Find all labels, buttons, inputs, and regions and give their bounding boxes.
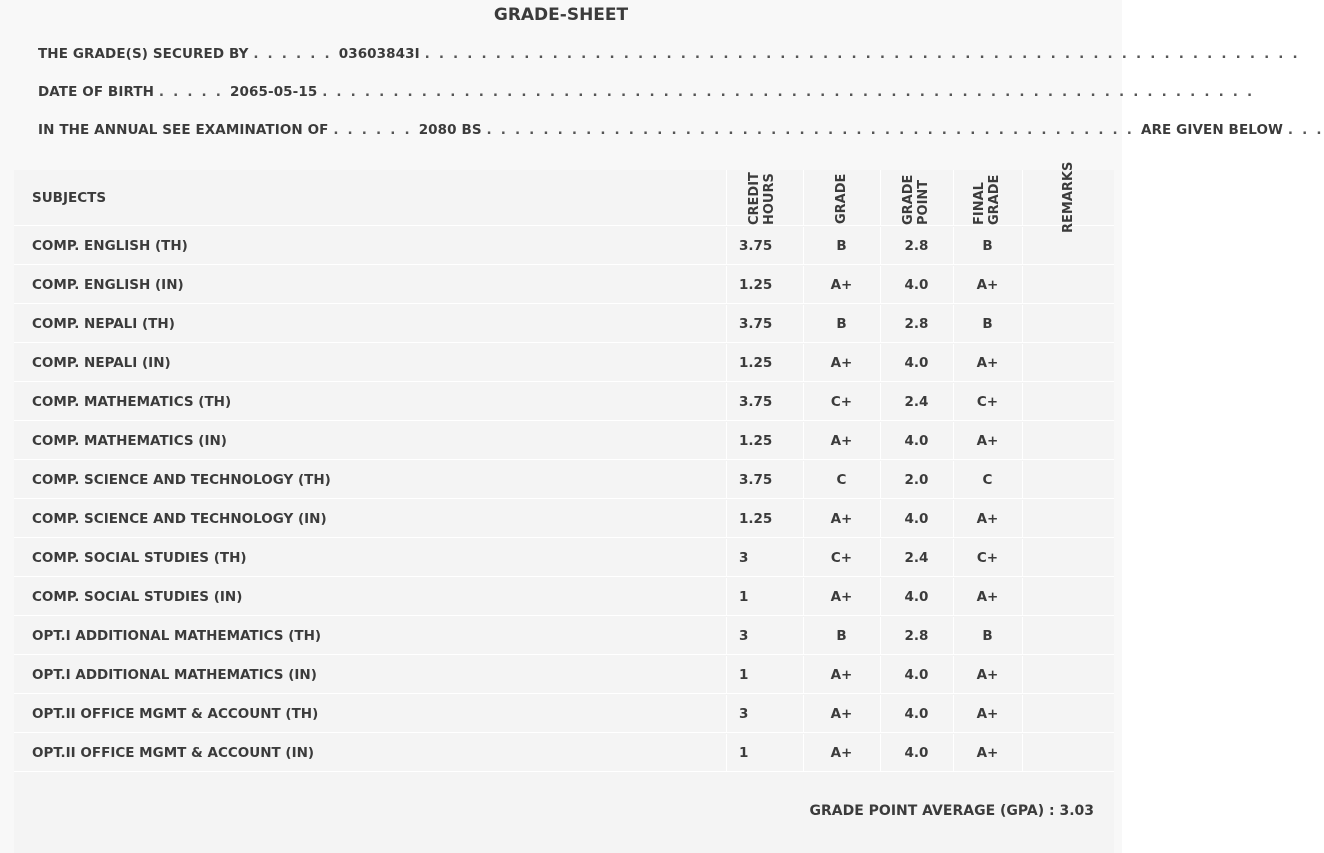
subject-cell: COMP. ENGLISH (TH)	[32, 237, 188, 254]
grade-cell: A+	[803, 578, 879, 615]
credit-hours-cell: 3.75	[726, 383, 802, 420]
grade-point-cell: 4.0	[880, 422, 952, 459]
table-row	[14, 539, 1114, 577]
table-row	[14, 227, 1114, 265]
header-subjects: SUBJECTS	[32, 189, 107, 206]
exam-year: 2080 BS	[418, 122, 482, 138]
page-title: GRADE-SHEET	[493, 5, 629, 25]
grade-cell: B	[803, 617, 879, 654]
grade-point-cell: 4.0	[880, 500, 952, 537]
subject-cell: COMP. ENGLISH (IN)	[32, 276, 184, 293]
final-grade-cell: C+	[953, 539, 1021, 576]
final-grade-cell: A+	[953, 578, 1021, 615]
remarks-cell	[1022, 539, 1114, 576]
dob-value: 2065-05-15	[230, 84, 318, 100]
remarks-cell	[1022, 656, 1114, 693]
subject-cell: OPT.I ADDITIONAL MATHEMATICS (TH)	[32, 627, 322, 644]
subject-cell: OPT.II OFFICE MGMT & ACCOUNT (IN)	[32, 744, 315, 761]
dot-leader: . . . . . . . . . . . . . . . . . . . . . . . . . . . . . . . . . . . . . . . . . . . . . .	[486, 122, 1142, 138]
credit-hours-cell: 3	[726, 539, 802, 576]
credit-hours-cell: 1.25	[726, 422, 802, 459]
grade-point-cell: 2.8	[880, 305, 952, 342]
credit-hours-cell: 1.25	[726, 344, 802, 381]
final-grade-cell: B	[953, 617, 1021, 654]
credit-hours-cell: 3.75	[726, 461, 802, 498]
grades-table	[14, 161, 1114, 853]
credit-hours-cell: 3.75	[726, 227, 802, 264]
table-row	[14, 578, 1114, 616]
table-row	[14, 695, 1114, 733]
dot-leader: . . . . . . . . . . . . . . . . . . . . . . . . . . . . . . . . . . . . . . . . . . . . . . . . . . . . . . . . . . . . . . . . . .	[322, 84, 1255, 100]
credit-hours-cell: 3	[726, 617, 802, 654]
grade-cell: C+	[803, 539, 879, 576]
subject-cell: COMP. SOCIAL STUDIES (IN)	[32, 588, 243, 605]
remarks-cell	[1022, 344, 1114, 381]
table-row	[14, 500, 1114, 538]
header-grade-point: GRADE POINT	[880, 170, 952, 225]
credit-hours-cell: 1	[726, 578, 802, 615]
final-grade-cell: C+	[953, 383, 1021, 420]
header-credit-label: CREDIT HOURS	[747, 172, 777, 225]
gpa-label: GRADE POINT AVERAGE (GPA) :	[809, 803, 1055, 819]
grade-cell: A+	[803, 695, 879, 732]
grade-cell: A+	[803, 344, 879, 381]
gpa-value: 3.03	[1059, 803, 1094, 819]
grade-point-cell: 4.0	[880, 266, 952, 303]
remarks-cell	[1022, 695, 1114, 732]
exam-suffix: ARE GIVEN BELOW	[1141, 122, 1284, 138]
grade-point-cell: 4.0	[880, 656, 952, 693]
final-grade-cell: A+	[953, 695, 1021, 732]
subject-cell: COMP. SCIENCE AND TECHNOLOGY (IN)	[32, 510, 327, 527]
final-grade-cell: A+	[953, 266, 1021, 303]
final-grade-cell: C	[953, 461, 1021, 498]
header-credit-hours	[726, 170, 802, 225]
subject-cell: COMP. SOCIAL STUDIES (TH)	[32, 549, 247, 566]
final-grade-cell: A+	[953, 422, 1021, 459]
table-row	[14, 266, 1114, 304]
dot-leader: . . . . . .	[333, 122, 419, 138]
subject-cell: COMP. NEPALI (IN)	[32, 354, 171, 371]
subject-cell: COMP. MATHEMATICS (IN)	[32, 432, 227, 449]
subject-cell: OPT.I ADDITIONAL MATHEMATICS (IN)	[32, 666, 317, 683]
grade-point-cell: 2.0	[880, 461, 952, 498]
exam-line	[38, 122, 1324, 138]
credit-hours-cell: 1.25	[726, 500, 802, 537]
final-grade-cell: A+	[953, 344, 1021, 381]
table-row	[14, 734, 1114, 772]
final-grade-cell: A+	[953, 500, 1021, 537]
header-remarks: REMARKS	[1022, 170, 1114, 225]
remarks-cell	[1022, 305, 1114, 342]
grade-cell: B	[803, 305, 879, 342]
remarks-cell	[1022, 500, 1114, 537]
grade-point-cell: 2.8	[880, 227, 952, 264]
grade-cell: B	[803, 227, 879, 264]
table-header	[14, 161, 1114, 233]
grade-point-cell: 2.4	[880, 539, 952, 576]
dot-leader: . . . . . .	[253, 46, 339, 62]
table-row	[14, 656, 1114, 694]
grade-point-cell: 2.4	[880, 383, 952, 420]
grade-cell: A+	[803, 734, 879, 771]
subject-cell: COMP. MATHEMATICS (TH)	[32, 393, 232, 410]
dot-leader: . . .	[1287, 122, 1324, 138]
grade-cell: C+	[803, 383, 879, 420]
credit-hours-cell: 1.25	[726, 266, 802, 303]
grade-point-cell: 4.0	[880, 344, 952, 381]
subject-cell: COMP. NEPALI (TH)	[32, 315, 175, 332]
subject-cell: COMP. SCIENCE AND TECHNOLOGY (TH)	[32, 471, 331, 488]
dob-label: DATE OF BIRTH	[38, 84, 155, 100]
grade-cell: A+	[803, 656, 879, 693]
final-grade-cell: B	[953, 305, 1021, 342]
symbol-number: 03603843I	[338, 46, 420, 62]
credit-hours-cell: 1	[726, 656, 802, 693]
remarks-cell	[1022, 734, 1114, 771]
credit-hours-cell: 3.75	[726, 305, 802, 342]
grade-point-cell: 4.0	[880, 695, 952, 732]
header-grade: GRADE	[803, 170, 879, 225]
grade-point-cell: 4.0	[880, 578, 952, 615]
remarks-cell	[1022, 227, 1114, 264]
grade-cell: A+	[803, 422, 879, 459]
grade-cell: C	[803, 461, 879, 498]
final-grade-cell: B	[953, 227, 1021, 264]
remarks-cell	[1022, 266, 1114, 303]
secured-by-label: THE GRADE(S) SECURED BY	[38, 46, 249, 62]
remarks-cell	[1022, 422, 1114, 459]
table-row	[14, 344, 1114, 382]
remarks-cell	[1022, 383, 1114, 420]
gpa-summary	[810, 803, 1095, 819]
grade-point-cell: 2.8	[880, 617, 952, 654]
remarks-cell	[1022, 461, 1114, 498]
remarks-cell	[1022, 578, 1114, 615]
table-row	[14, 617, 1114, 655]
subject-cell: OPT.II OFFICE MGMT & ACCOUNT (TH)	[32, 705, 319, 722]
grade-point-cell: 4.0	[880, 734, 952, 771]
final-grade-cell: A+	[953, 656, 1021, 693]
dob-line	[38, 84, 1254, 100]
credit-hours-cell: 1	[726, 734, 802, 771]
exam-label: IN THE ANNUAL SEE EXAMINATION OF	[38, 122, 329, 138]
secured-by-line	[38, 46, 1300, 62]
table-row	[14, 305, 1114, 343]
header-final-grade: FINAL GRADE	[953, 170, 1021, 225]
remarks-cell	[1022, 617, 1114, 654]
grade-cell: A+	[803, 266, 879, 303]
credit-hours-cell: 3	[726, 695, 802, 732]
dot-leader: . . . . .	[158, 84, 231, 100]
table-row	[14, 422, 1114, 460]
grade-cell: A+	[803, 500, 879, 537]
table-row	[14, 383, 1114, 421]
final-grade-cell: A+	[953, 734, 1021, 771]
dot-leader: . . . . . . . . . . . . . . . . . . . . . . . . . . . . . . . . . . . . . . . . . . . . . . . . . . . . . . . . . . . . . .	[424, 46, 1300, 62]
table-row	[14, 461, 1114, 499]
